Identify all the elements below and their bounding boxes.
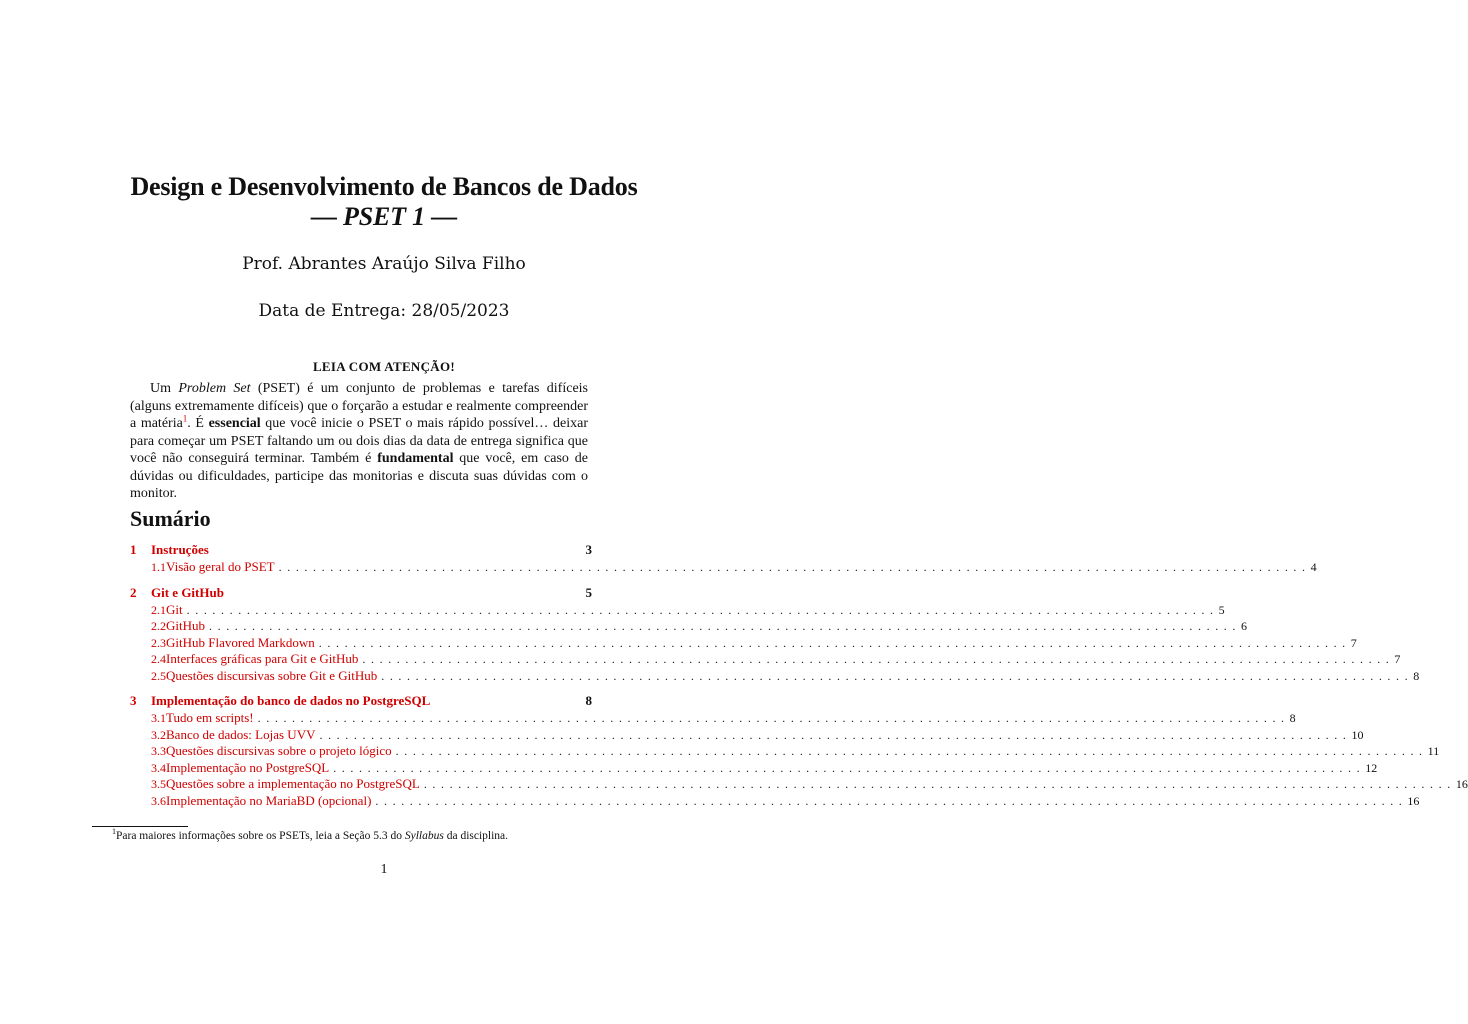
toc-subsection-page: 4 — [1310, 560, 1317, 574]
toc-subsection-page: 12 — [1365, 760, 1378, 775]
footnote-text-a: Para maiores informações sobre os PSETs, leia a Seção 5.3 do — [116, 830, 405, 842]
toc-subsection-number: 3.2 — [151, 727, 166, 742]
toc-subsection-label: Tudo em scripts! — [166, 710, 254, 725]
toc-subsection-link[interactable] — [130, 743, 1440, 760]
toc-subsection-link[interactable] — [130, 618, 1247, 635]
toc-leader-dots: ........................................................................................................................ — [362, 652, 1395, 666]
footnote-ref-link[interactable]: 1 — [182, 413, 188, 424]
toc-subsection-link[interactable] — [130, 559, 1317, 576]
toc-subsection-link[interactable] — [130, 634, 1357, 652]
page-number: 1 — [380, 862, 388, 877]
toc-subsection-page: 10 — [1351, 727, 1364, 742]
toc-leader-dots: ........................................................................................................................ — [209, 619, 1241, 633]
toc-subsection-label: Interfaces gráficas para Git e GitHub — [166, 651, 359, 666]
notice-text-5: que você, em caso de dúvidas ou dificuldades, participe das monitorias e discuta suas dúvidas com o monitor. — [130, 451, 588, 501]
table-of-contents — [130, 542, 1468, 809]
notice-text-2: (PSET) é um conjunto de problemas e tarefas difíceis (alguns extremamente difíceis) que o forçarão a estudar e realmente compreender a matéria — [130, 381, 589, 431]
toc-subsection-label: Questões sobre a implementação no PostgreSQL — [166, 776, 420, 791]
toc-subsection-page: 11 — [1427, 744, 1440, 758]
toc-subsection-link[interactable] — [130, 651, 1401, 668]
toc-section-number: 3 — [130, 693, 137, 708]
author: Prof. Abrantes Araújo Silva Filho — [242, 254, 526, 274]
notice-heading: LEIA COM ATENÇÃO! — [312, 359, 456, 374]
toc-section-label: Instruções — [151, 542, 209, 557]
toc-leader-dots: ........................................................................................................................ — [395, 744, 1428, 758]
toc-section-link[interactable] — [130, 693, 592, 710]
toc-section-page: 5 — [585, 584, 592, 600]
toc-section-label: Git e GitHub — [151, 584, 224, 600]
toc-subsection-link[interactable] — [130, 710, 1296, 727]
toc-leader-dots: ........................................................................................................................ — [381, 668, 1414, 683]
toc-subsection-number: 1.1 — [151, 560, 166, 574]
title-text: Design e Desenvolvimento de Bancos de Dados — [130, 172, 638, 201]
toc-subsection-link[interactable] — [130, 792, 1420, 810]
notice-emphasis: Problem Set — [178, 381, 251, 396]
toc-subsection-label: Implementação no MariaBD (opcional) — [166, 792, 372, 808]
toc-subsection-label: Questões discursivas sobre o projeto lógico — [166, 743, 392, 758]
due-date: Data de Entrega: 28/05/2023 — [258, 301, 510, 321]
toc-subsection-label: Visão geral do PSET — [166, 559, 275, 574]
notice-text-3: . É — [187, 416, 209, 431]
toc-title: Sumário — [130, 506, 211, 531]
toc-section-link[interactable] — [130, 585, 592, 602]
toc-subsection-link[interactable] — [130, 726, 1364, 744]
toc-subsection-page: 5 — [1218, 602, 1225, 617]
notice-paragraph — [130, 380, 588, 503]
notice-text-4: que você inicie o PSET o mais rápido possível… deixar para começar um PSET faltando um ou dois dias da data de entrega significa que você não conseguirá terminar. Também é — [130, 416, 588, 466]
toc-subsection-number: 2.1 — [151, 602, 166, 617]
toc-leader-dots: ........................................................................................................................ — [278, 560, 1311, 574]
toc-subsection-label: GitHub — [166, 618, 205, 633]
toc-subsection-link[interactable] — [130, 776, 1468, 793]
footnote-emphasis: Syllabus — [404, 830, 444, 842]
toc-subsection-number: 2.3 — [151, 635, 166, 650]
toc-subsection-label: Questões discursivas sobre Git e GitHub — [166, 667, 378, 683]
toc-leader-dots: ........................................................................................................................ — [318, 635, 1351, 650]
toc-subsection-page: 7 — [1350, 635, 1357, 650]
toc-subsection-link[interactable] — [130, 601, 1225, 619]
toc-subsection-link[interactable] — [130, 667, 1420, 685]
toc-subsection-number: 3.3 — [151, 744, 166, 758]
toc-leader-dots: ........................................................................................................................ — [319, 727, 1352, 742]
notice-strong-essencial: essencial — [208, 416, 261, 431]
notice-strong-fundamental: fundamental — [377, 451, 454, 466]
toc-subsection-number: 2.5 — [151, 668, 166, 683]
toc-subsection-number: 3.6 — [151, 793, 166, 808]
toc-gap — [130, 684, 592, 693]
subtitle-text: — PSET 1 — — [310, 202, 458, 231]
toc-subsection-number: 2.4 — [151, 652, 166, 666]
toc-leader-dots: ........................................................................................................................ — [333, 760, 1366, 775]
toc-subsection-number: 2.2 — [151, 619, 166, 633]
toc-subsection-page: 16 — [1407, 793, 1420, 808]
notice-text-1: Um — [150, 381, 179, 396]
toc-subsection-page: 6 — [1241, 619, 1247, 633]
toc-subsection-number: 3.5 — [151, 777, 166, 791]
toc-subsection-link[interactable] — [130, 759, 1378, 777]
footnote-mark: 1 — [112, 827, 116, 837]
toc-subsection-number: 3.1 — [151, 711, 166, 725]
toc-subsection-page: 8 — [1413, 668, 1420, 683]
toc-section-page: 3 — [585, 542, 592, 557]
toc-section-label: Implementação do banco de dados no PostgreSQL — [151, 693, 431, 708]
toc-leader-dots: ........................................................................................................................ — [423, 777, 1456, 791]
toc-section-number: 1 — [130, 542, 137, 557]
toc-subsection-number: 3.4 — [151, 760, 166, 775]
toc-subsection-label: GitHub Flavored Markdown — [166, 634, 315, 650]
toc-subsection-page: 8 — [1289, 711, 1296, 725]
toc-section-number: 2 — [130, 584, 137, 600]
toc-subsection-label: Banco de dados: Lojas UVV — [166, 726, 316, 742]
footnote-text-b: da disciplina. — [443, 830, 509, 842]
toc-gap — [130, 576, 592, 585]
document-title — [0, 172, 768, 232]
toc-subsection-label: Git — [166, 601, 183, 617]
toc-section-page: 8 — [585, 693, 592, 708]
toc-leader-dots: ........................................................................................................................ — [186, 602, 1219, 617]
toc-leader-dots: ........................................................................................................................ — [375, 793, 1408, 808]
footnote — [112, 827, 509, 842]
toc-subsection-page: 7 — [1394, 652, 1401, 666]
footnote-divider — [92, 826, 188, 827]
toc-subsection-label: Implementação no PostgreSQL — [166, 759, 330, 775]
toc-section-link[interactable] — [130, 542, 592, 559]
toc-subsection-page: 16 — [1455, 777, 1468, 791]
toc-leader-dots: ........................................................................................................................ — [257, 711, 1290, 725]
